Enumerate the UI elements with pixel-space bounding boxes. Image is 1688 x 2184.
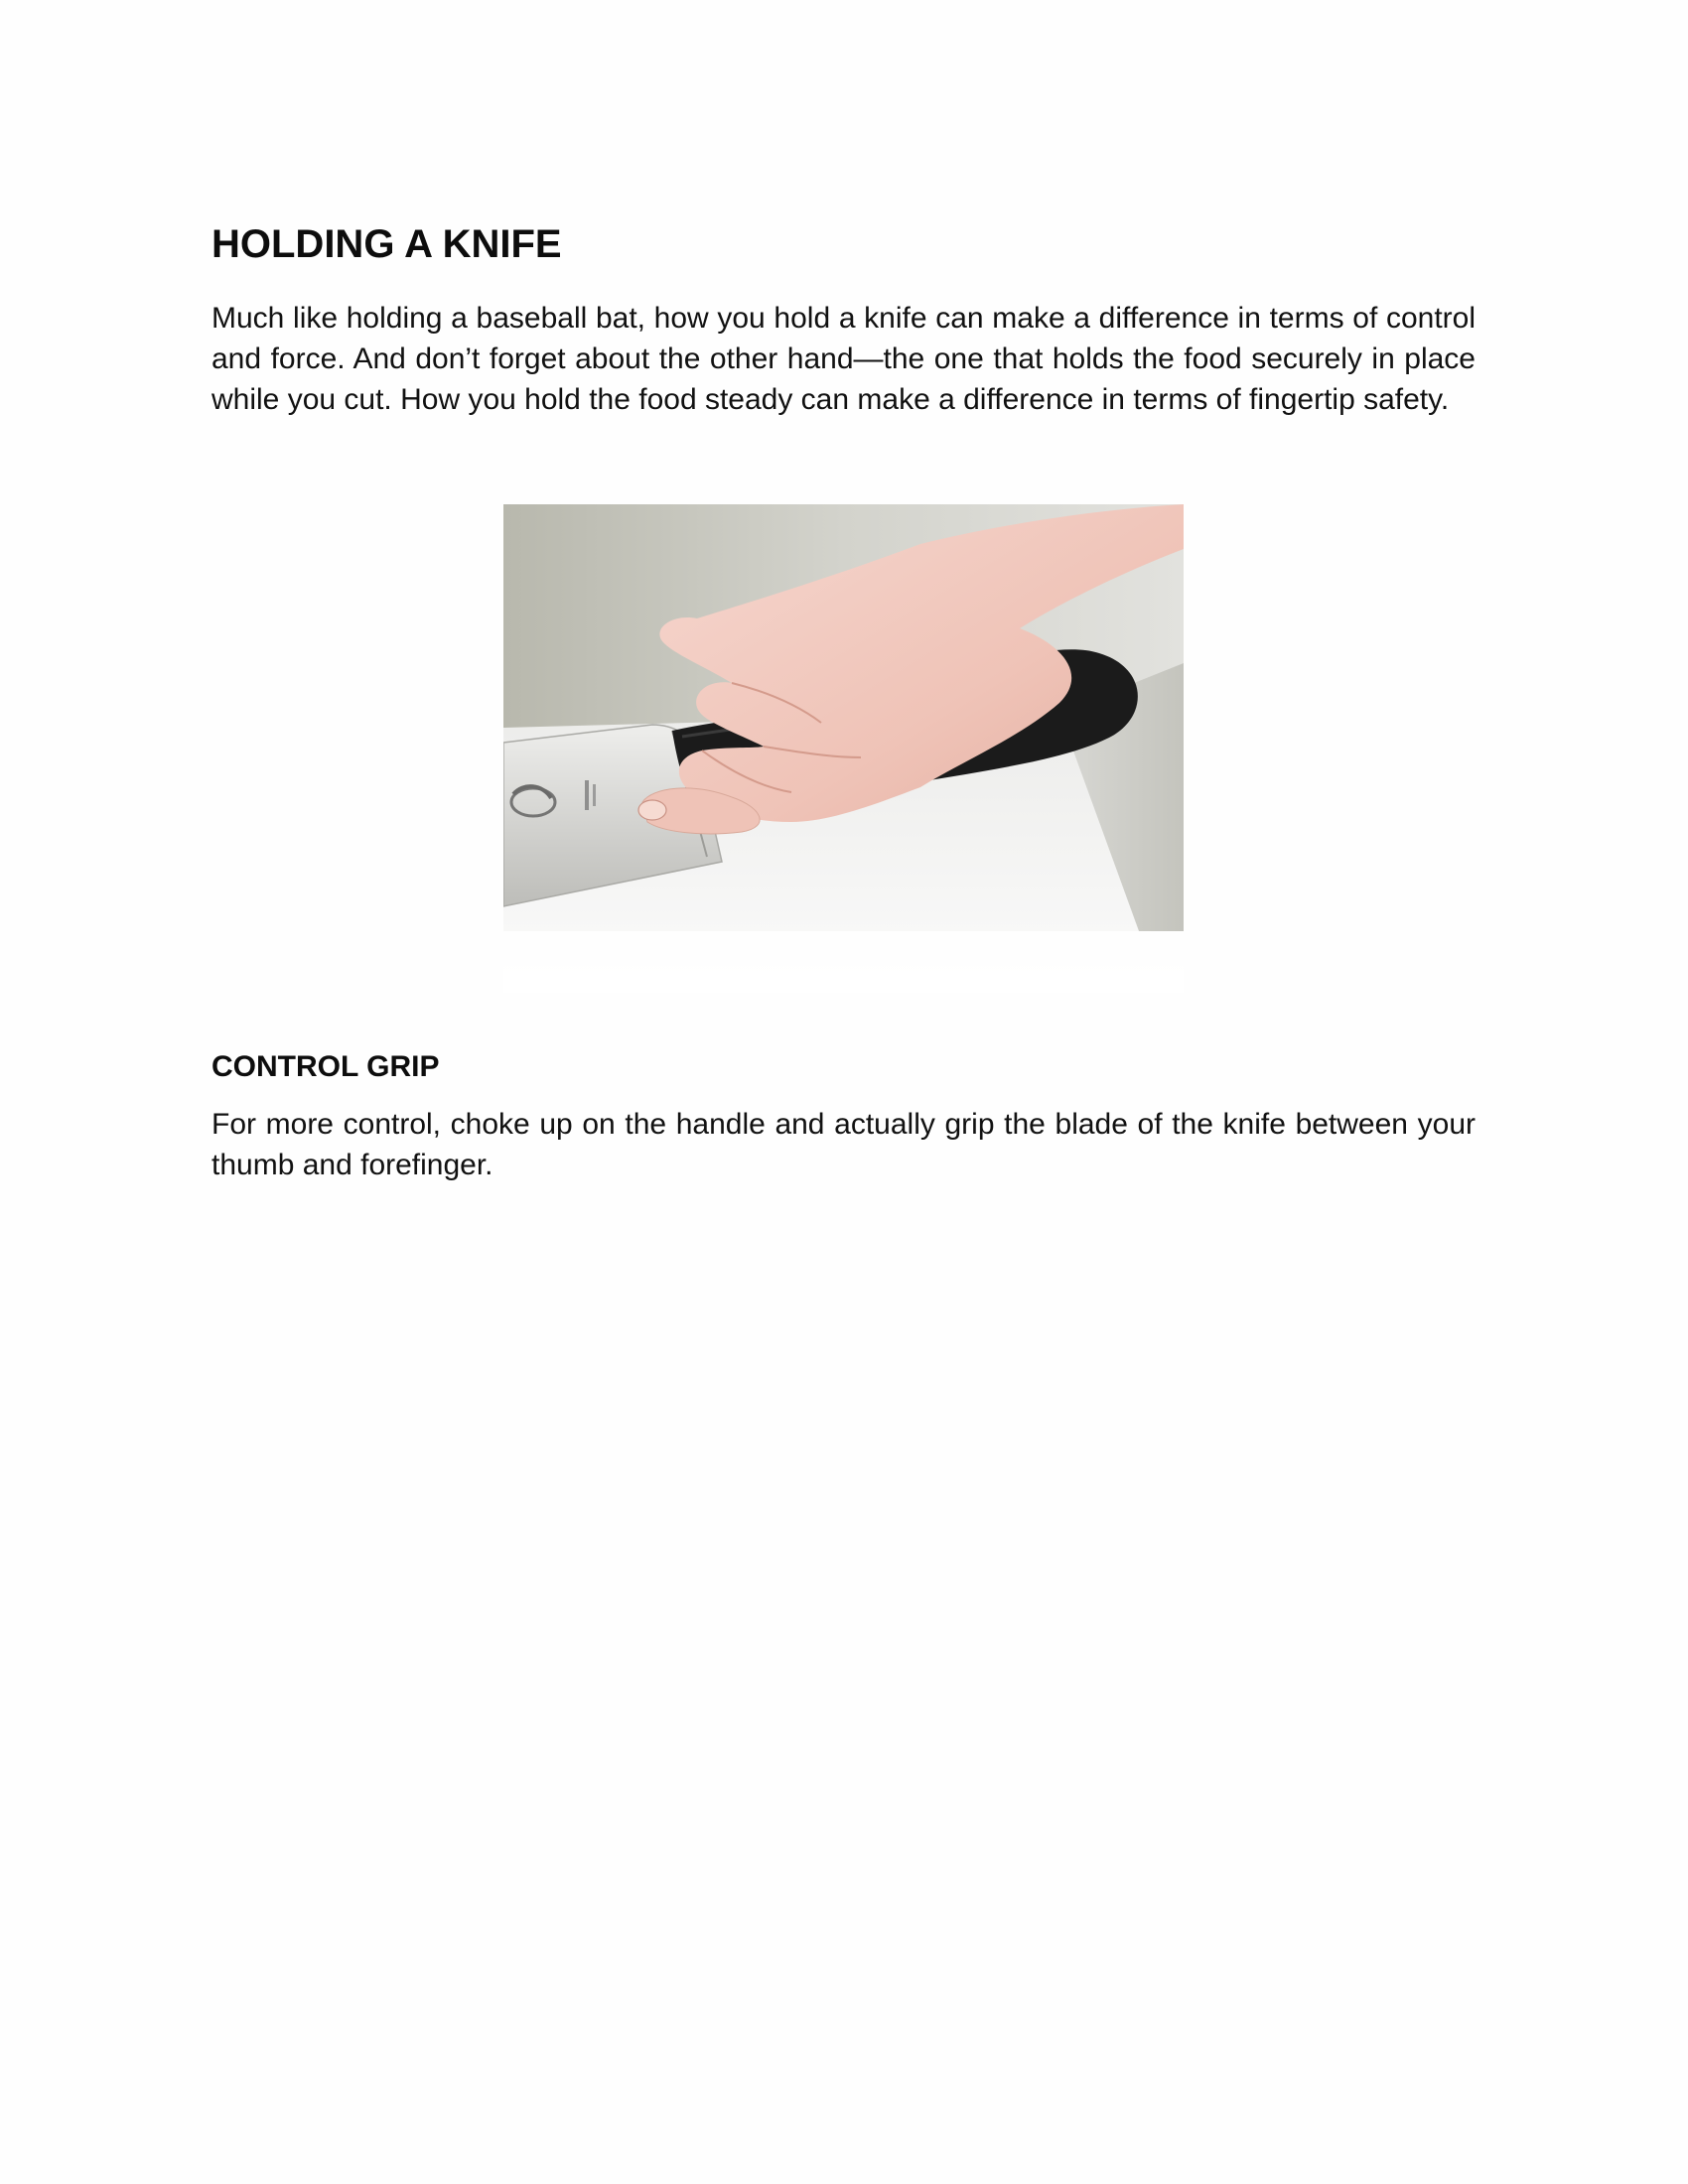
control-grip-section [211, 1048, 1476, 1185]
knife-grip-photo [503, 504, 1184, 993]
intro-paragraph: Much like holding a baseball bat, how you hold a knife can make a difference in terms of control and force. And don’t forget about the other hand—the one that holds the food securely in place while you cut. How you hold the food steady can make a difference in terms of fingertip safety. [211, 302, 1476, 416]
thumb-tip [638, 800, 666, 820]
main-section [211, 220, 1476, 420]
knife-grip-illustration [503, 504, 1184, 993]
subsection-title: CONTROL GRIP [211, 1050, 440, 1083]
fade-bottom [503, 931, 1184, 993]
control-grip-paragraph: For more control, choke up on the handle and actually grip the blade of the knife between your thumb and forefinger. [211, 1108, 1476, 1181]
page-title: HOLDING A KNIFE [211, 222, 562, 266]
